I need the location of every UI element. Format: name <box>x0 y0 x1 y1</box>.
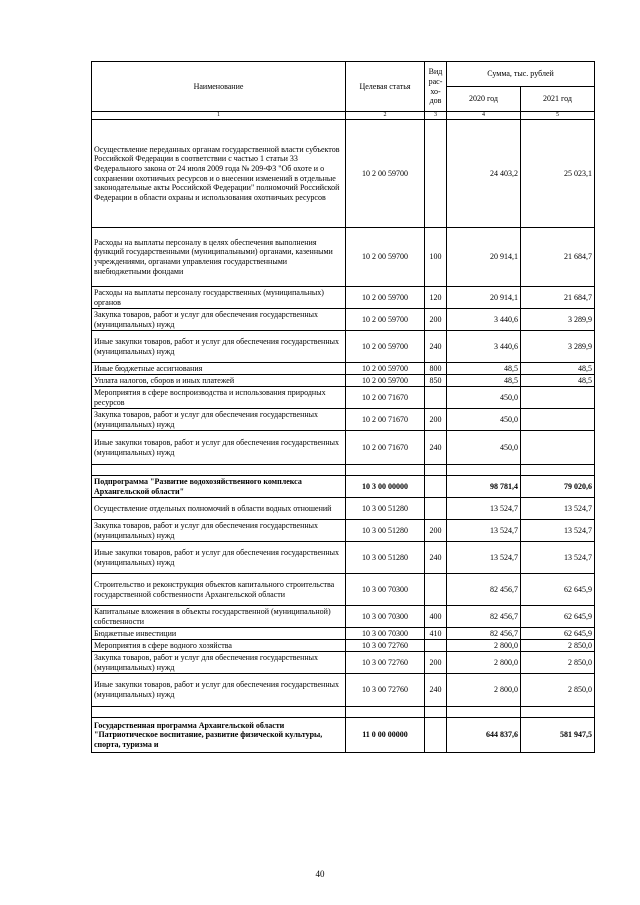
table-row <box>92 228 595 287</box>
row-2020: 3 440,6 <box>447 331 521 363</box>
row-kind: 200 <box>425 409 447 431</box>
row-code: 10 2 00 59700 <box>346 120 425 228</box>
row-2020: 13 524,7 <box>447 542 521 574</box>
row-code: 10 3 00 51280 <box>346 542 425 574</box>
row-name: Осуществление переданных органам государственной власти субъектов Российской Федерации в соответствии с частью 1 статьи 33 Федерального закона от 24 июля 2009 года № 209-ФЗ "Об охоте и о сохранении охотничьих ресурсов и о внесении изменений в отдельные законодательные акты Российской Федерации" полномочий Российской Федерации в области охраны и использования охотничьих ресурсов <box>92 120 346 228</box>
row-name: Мероприятия в сфере воспроизводства и использования природных ресурсов <box>92 387 346 409</box>
row-2021: 25 023,1 <box>521 120 595 228</box>
row-kind: 800 <box>425 363 447 375</box>
row-kind: 240 <box>425 674 447 707</box>
row-2021: 2 850,0 <box>521 674 595 707</box>
table-row-subprogram <box>92 476 595 498</box>
row-2021 <box>521 409 595 431</box>
row-code: 10 2 00 59700 <box>346 331 425 363</box>
table-row <box>92 520 595 542</box>
table-row <box>92 409 595 431</box>
row-2021: 48,5 <box>521 375 595 387</box>
page-number: 40 <box>315 869 325 879</box>
row-name: Закупка товаров, работ и услуг для обеспечения государственных (муниципальных) нужд <box>92 652 346 674</box>
row-2020: 82 456,7 <box>447 574 521 606</box>
row-name: Иные закупки товаров, работ и услуг для обеспечения государственных (муниципальных) нужд <box>92 674 346 707</box>
row-2021: 21 684,7 <box>521 287 595 309</box>
table-row <box>92 431 595 465</box>
row-kind <box>425 498 447 520</box>
row-2020: 82 456,7 <box>447 606 521 628</box>
table-row <box>92 574 595 606</box>
row-2020: 450,0 <box>447 387 521 409</box>
row-name: Бюджетные инвестиции <box>92 628 346 640</box>
row-code: 10 3 00 51280 <box>346 520 425 542</box>
row-name: Закупка товаров, работ и услуг для обеспечения государственных (муниципальных) нужд <box>92 520 346 542</box>
header-target: Целевая статья <box>346 62 425 112</box>
row-2020: 2 800,0 <box>447 674 521 707</box>
row-2020: 644 837,6 <box>447 718 521 753</box>
row-code: 10 2 00 59700 <box>346 228 425 287</box>
table-row <box>92 674 595 707</box>
row-name: Капитальные вложения в объекты государственной (муниципальной) собственности <box>92 606 346 628</box>
row-2020: 13 524,7 <box>447 520 521 542</box>
row-2021: 13 524,7 <box>521 520 595 542</box>
row-2021: 3 289,9 <box>521 309 595 331</box>
column-number: 3 <box>425 112 447 120</box>
table-row <box>92 628 595 640</box>
table-row <box>92 640 595 652</box>
table-row <box>92 331 595 363</box>
row-2021: 3 289,9 <box>521 331 595 363</box>
row-2020: 2 800,0 <box>447 640 521 652</box>
column-numbers-row <box>92 112 595 120</box>
table-row <box>92 652 595 674</box>
row-kind: 240 <box>425 542 447 574</box>
table-row-program <box>92 718 595 753</box>
row-2020: 450,0 <box>447 431 521 465</box>
row-2021 <box>521 387 595 409</box>
header-sum: Сумма, тыс. рублей <box>447 62 595 87</box>
column-number: 1 <box>92 112 346 120</box>
header-row <box>92 62 595 87</box>
header-2021: 2021 год <box>521 87 595 112</box>
row-kind: 200 <box>425 520 447 542</box>
row-code: 10 3 00 72760 <box>346 674 425 707</box>
row-2020: 20 914,1 <box>447 287 521 309</box>
column-number: 5 <box>521 112 595 120</box>
row-2021: 62 645,9 <box>521 628 595 640</box>
row-2021: 13 524,7 <box>521 542 595 574</box>
header-kind: Вид рас-хо-дов <box>425 62 447 112</box>
row-kind <box>425 387 447 409</box>
spacer-row <box>92 465 595 476</box>
row-name: Уплата налогов, сборов и иных платежей <box>92 375 346 387</box>
row-code: 10 2 00 71670 <box>346 431 425 465</box>
row-kind: 240 <box>425 431 447 465</box>
row-2021: 581 947,5 <box>521 718 595 753</box>
row-2021: 13 524,7 <box>521 498 595 520</box>
row-code: 10 3 00 70300 <box>346 606 425 628</box>
row-kind: 100 <box>425 228 447 287</box>
row-2020: 98 781,4 <box>447 476 521 498</box>
table-row <box>92 606 595 628</box>
row-2020: 450,0 <box>447 409 521 431</box>
row-kind <box>425 120 447 228</box>
row-name: Иные закупки товаров, работ и услуг для обеспечения государственных (муниципальных) нужд <box>92 331 346 363</box>
row-2021: 62 645,9 <box>521 606 595 628</box>
row-name: Иные закупки товаров, работ и услуг для обеспечения государственных (муниципальных) нужд <box>92 431 346 465</box>
row-kind <box>425 718 447 753</box>
row-kind: 200 <box>425 652 447 674</box>
row-name: Мероприятия в сфере водного хозяйства <box>92 640 346 652</box>
header-2020: 2020 год <box>447 87 521 112</box>
row-code: 10 3 00 70300 <box>346 574 425 606</box>
row-code: 11 0 00 00000 <box>346 718 425 753</box>
row-kind <box>425 476 447 498</box>
row-name: Иные бюджетные ассигнования <box>92 363 346 375</box>
table-row <box>92 309 595 331</box>
table-row <box>92 498 595 520</box>
row-code: 10 3 00 72760 <box>346 640 425 652</box>
row-code: 10 2 00 59700 <box>346 309 425 331</box>
spacer-row <box>92 707 595 718</box>
row-2021: 62 645,9 <box>521 574 595 606</box>
row-code: 10 2 00 59700 <box>346 287 425 309</box>
row-2020: 13 524,7 <box>447 498 521 520</box>
row-kind: 240 <box>425 331 447 363</box>
row-code: 10 2 00 59700 <box>346 363 425 375</box>
row-name: Расходы на выплаты персоналу в целях обеспечения выполнения функций государственными (муниципальными) органами, казенными учреждениями, органами управления государственными внебюджетными фондами <box>92 228 346 287</box>
table-row <box>92 287 595 309</box>
row-2021: 21 684,7 <box>521 228 595 287</box>
table-row <box>92 387 595 409</box>
row-2020: 48,5 <box>447 375 521 387</box>
row-name: Закупка товаров, работ и услуг для обеспечения государственных (муниципальных) нужд <box>92 309 346 331</box>
row-code: 10 3 00 72760 <box>346 652 425 674</box>
row-2021: 48,5 <box>521 363 595 375</box>
row-kind: 200 <box>425 309 447 331</box>
row-2020: 2 800,0 <box>447 652 521 674</box>
header-name: Наименование <box>92 62 346 112</box>
table-row <box>92 120 595 228</box>
row-kind: 410 <box>425 628 447 640</box>
row-2021: 79 020,6 <box>521 476 595 498</box>
row-2020: 24 403,2 <box>447 120 521 228</box>
table-row <box>92 375 595 387</box>
row-name: Осуществление отдельных полномочий в области водных отношений <box>92 498 346 520</box>
row-2021: 2 850,0 <box>521 640 595 652</box>
row-kind <box>425 574 447 606</box>
row-code: 10 2 00 59700 <box>346 375 425 387</box>
row-kind: 850 <box>425 375 447 387</box>
row-kind <box>425 640 447 652</box>
row-2020: 20 914,1 <box>447 228 521 287</box>
row-kind: 400 <box>425 606 447 628</box>
row-kind: 120 <box>425 287 447 309</box>
column-number: 4 <box>447 112 521 120</box>
row-name: Иные закупки товаров, работ и услуг для обеспечения государственных (муниципальных) нужд <box>92 542 346 574</box>
row-2020: 82 456,7 <box>447 628 521 640</box>
row-code: 10 3 00 51280 <box>346 498 425 520</box>
row-code: 10 3 00 00000 <box>346 476 425 498</box>
row-name: Расходы на выплаты персоналу государственных (муниципальных) органов <box>92 287 346 309</box>
column-number: 2 <box>346 112 425 120</box>
row-name: Закупка товаров, работ и услуг для обеспечения государственных (муниципальных) нужд <box>92 409 346 431</box>
row-name: Подпрограмма "Развитие водохозяйственного комплекса Архангельской области" <box>92 476 346 498</box>
row-2020: 48,5 <box>447 363 521 375</box>
row-name: Строительство и реконструкция объектов капитального строительства государственной собственности Архангельской области <box>92 574 346 606</box>
row-code: 10 2 00 71670 <box>346 387 425 409</box>
row-code: 10 2 00 71670 <box>346 409 425 431</box>
table-row <box>92 363 595 375</box>
row-2021 <box>521 431 595 465</box>
row-2020: 3 440,6 <box>447 309 521 331</box>
table-row <box>92 542 595 574</box>
row-code: 10 3 00 70300 <box>346 628 425 640</box>
budget-table <box>91 61 595 753</box>
row-name: Государственная программа Архангельской области "Патриотическое воспитание, развитие физической культуры, спорта, туризма и <box>92 718 346 753</box>
row-2021: 2 850,0 <box>521 652 595 674</box>
